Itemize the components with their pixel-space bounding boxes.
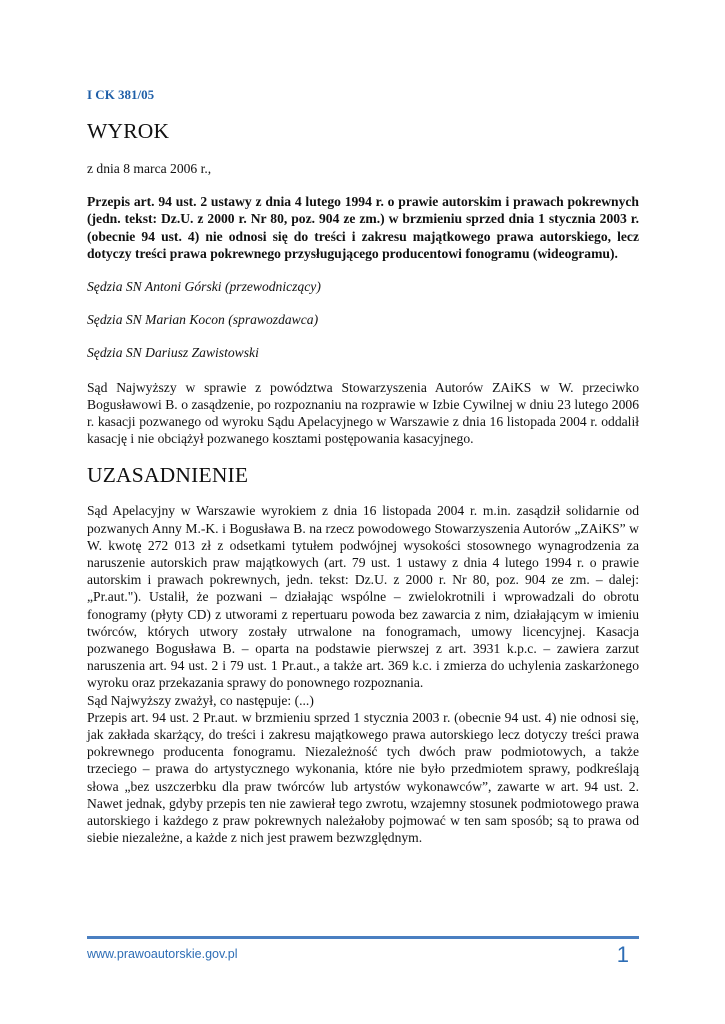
justification-heading: UZASADNIENIE bbox=[87, 463, 249, 488]
document-title: WYROK bbox=[87, 119, 170, 143]
justification-paragraph-1: Sąd Apelacyjny w Warszawie wyrokiem z dnia 16 listopada 2004 r. m.in. zasądził solidarnie od pozwanych Anny M.-K. i Bogusława B. na rzecz powodowego Stowarzyszenia Autorów „ZAiKS” w W. kwotę 272 013 zł z odsetkami tytułem podwójnej wysokości stosownego wynagrodzenia za naruszenie autorskich praw majątkowych (art. 79 ust. 1 ustawy z dnia 4 lutego 1994 r. o prawie autorskim i prawach pokrewnych, jedn. tekst: Dz.U. z 2000 r. Nr 80, poz. 904 ze zm. – dalej: „Pr.aut."). Ustalił, że pozwani – działając wspólne – zwielokrotnili i wprowadzali do obrotu fonogramy (płyty CD) z utworami z repertuaru powoda bez zawarcia z nim, działającym w imieniu twórców, których utwory zostały utrwalone na fonogramach, umowy licencyjnej. Kasacja pozwanego Bogusława B. – oparta na podstawie pierwszej z art. 3931 k.p.c. – zawiera zarzut naruszenia art. 94 ust. 2 i 79 ust. 1 Pr.aut., a także art. 369 k.c. i zmierza do uchylenia zaskarżonego wyroku oraz przekazania sprawy do ponownego rozpoznania. bbox=[87, 503, 639, 691]
thesis-paragraph: Przepis art. 94 ust. 2 ustawy z dnia 4 lutego 1994 r. o prawie autorskim i prawach pokrewnych (jedn. tekst: Dz.U. z 2000 r. Nr 80, poz. 904 ze zm.) w brzmieniu sprzed dnia 1 stycznia 2003 r. (obecnie 94 ust. 4) nie odnosi się do treści i zakresu majątkowego prawa autorskiego, lecz dotyczy treści prawa pokrewnego przysługującego producentowi fonogramu (wideogramu). bbox=[87, 194, 639, 261]
footer-url-link[interactable]: www.prawoautorskie.gov.pl bbox=[87, 947, 238, 961]
case-number: I CK 381/05 bbox=[87, 87, 155, 102]
justification-section bbox=[87, 502, 639, 846]
page-number: 1 bbox=[616, 942, 629, 967]
justification-paragraph-2: Sąd Najwyższy zważył, co następuje: (...) bbox=[87, 692, 314, 708]
judge-presiding: Sędzia SN Antoni Górski (przewodniczący) bbox=[87, 279, 321, 295]
footer-divider bbox=[87, 936, 639, 939]
judge-rapporteur: Sędzia SN Marian Kocon (sprawozdawca) bbox=[87, 312, 319, 328]
document-body bbox=[87, 87, 639, 847]
justification-paragraph-3: Przepis art. 94 ust. 2 Pr.aut. w brzmieniu sprzed 1 stycznia 2003 r. (obecnie 94 ust. 4) nie odnosi się, jak zakłada skarżący, do treści i zakresu majątkowego prawa autorskiego lecz dotyczy treści prawa pokrewnego producenta fonogramu. Niezależność tych dwóch praw podmiotowych, a także trzeciego – prawa do artystycznego wykonania, które nie było przedmiotem sprawy, podkreślają słowa „bez uszczerbku dla praw twórców lub artystów wykonawców”, zawarte w art. 94 ust. 2. Nawet jednak, gdyby przepis ten nie zawierał tego zwrotu, wzajemny stosunek podmiotowego prawa autorskiego i każdego z praw pokrewnych należałoby pojmować w ten sam sposób; są to prawa od siebie niezależne, a każde z nich jest prawem bezwzględnym. bbox=[87, 709, 639, 846]
judge-member: Sędzia SN Dariusz Zawistowski bbox=[87, 345, 259, 361]
judgment-date: z dnia 8 marca 2006 r., bbox=[87, 161, 212, 176]
sentence-paragraph: Sąd Najwyższy w sprawie z powództwa Stowarzyszenia Autorów ZAiKS w W. przeciwko Bogusławowi B. o zasądzenie, po rozpoznaniu na rozprawie w Izbie Cywilnej w dniu 23 lutego 2006 r. kasacji pozwanego od wyroku Sądu Apelacyjnego w Warszawie z dnia 16 listopada 2004 r. oddalił kasację i nie obciążył pozwanego kosztami postępowania kasacyjnego. bbox=[87, 379, 639, 447]
